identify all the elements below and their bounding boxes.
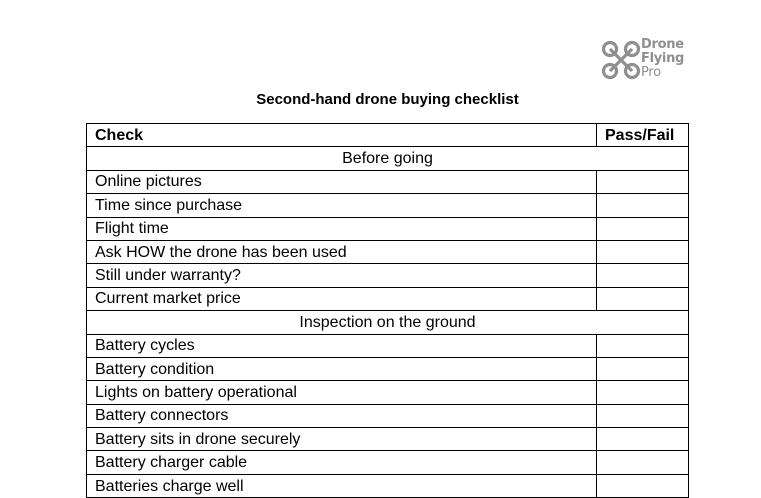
check-item: Time since purchase: [87, 194, 597, 217]
table-row: [87, 357, 689, 380]
section-title: Before going: [87, 147, 689, 170]
table-row: [87, 381, 689, 404]
check-item: Online pictures: [87, 170, 597, 193]
check-item: Lights on battery operational: [87, 381, 597, 404]
check-item: Battery connectors: [87, 404, 597, 427]
table-row: [87, 217, 689, 240]
document-title: Second-hand drone buying checklist: [256, 91, 519, 108]
table-row: [87, 287, 689, 310]
pass-fail-cell: [597, 357, 689, 380]
table-header-row: [87, 124, 689, 147]
pass-fail-cell: [597, 381, 689, 404]
check-item: Still under warranty?: [87, 264, 597, 287]
pass-fail-cell: [597, 264, 689, 287]
table-row: [87, 451, 689, 474]
check-item: Flight time: [87, 217, 597, 240]
pass-fail-cell: [597, 287, 689, 310]
table-row: [87, 240, 689, 263]
pass-fail-cell: [597, 240, 689, 263]
check-item: Batteries charge well: [87, 474, 597, 497]
table-row: [87, 428, 689, 451]
logo-line-2: Flying: [641, 51, 685, 66]
pass-fail-cell: [597, 217, 689, 240]
table-row: [87, 404, 689, 427]
checklist-table: [86, 123, 689, 498]
check-item: Ask HOW the drone has been used: [87, 240, 597, 263]
table-row: [87, 264, 689, 287]
pass-fail-cell: [597, 334, 689, 357]
drone-flying-pro-logo: [601, 38, 691, 80]
logo-line-3: Pro: [641, 65, 661, 80]
section-row: [87, 147, 689, 170]
pass-fail-cell: [597, 194, 689, 217]
table-row: [87, 170, 689, 193]
logo-line-1: Drone: [641, 37, 684, 52]
table-row: [87, 474, 689, 497]
column-header-check: Check: [87, 124, 597, 147]
pass-fail-cell: [597, 404, 689, 427]
section-title: Inspection on the ground: [87, 311, 689, 334]
drone-x-icon: [601, 40, 641, 80]
check-item: Battery condition: [87, 357, 597, 380]
check-item: Current market price: [87, 287, 597, 310]
table-row: [87, 194, 689, 217]
check-item: Battery cycles: [87, 334, 597, 357]
check-item: Battery charger cable: [87, 451, 597, 474]
pass-fail-cell: [597, 474, 689, 497]
logo-wordmark: [641, 38, 684, 80]
pass-fail-cell: [597, 170, 689, 193]
check-item: Battery sits in drone securely: [87, 428, 597, 451]
section-row: [87, 311, 689, 334]
column-header-pass-fail: Pass/Fail: [597, 124, 689, 147]
pass-fail-cell: [597, 451, 689, 474]
table-row: [87, 334, 689, 357]
pass-fail-cell: [597, 428, 689, 451]
